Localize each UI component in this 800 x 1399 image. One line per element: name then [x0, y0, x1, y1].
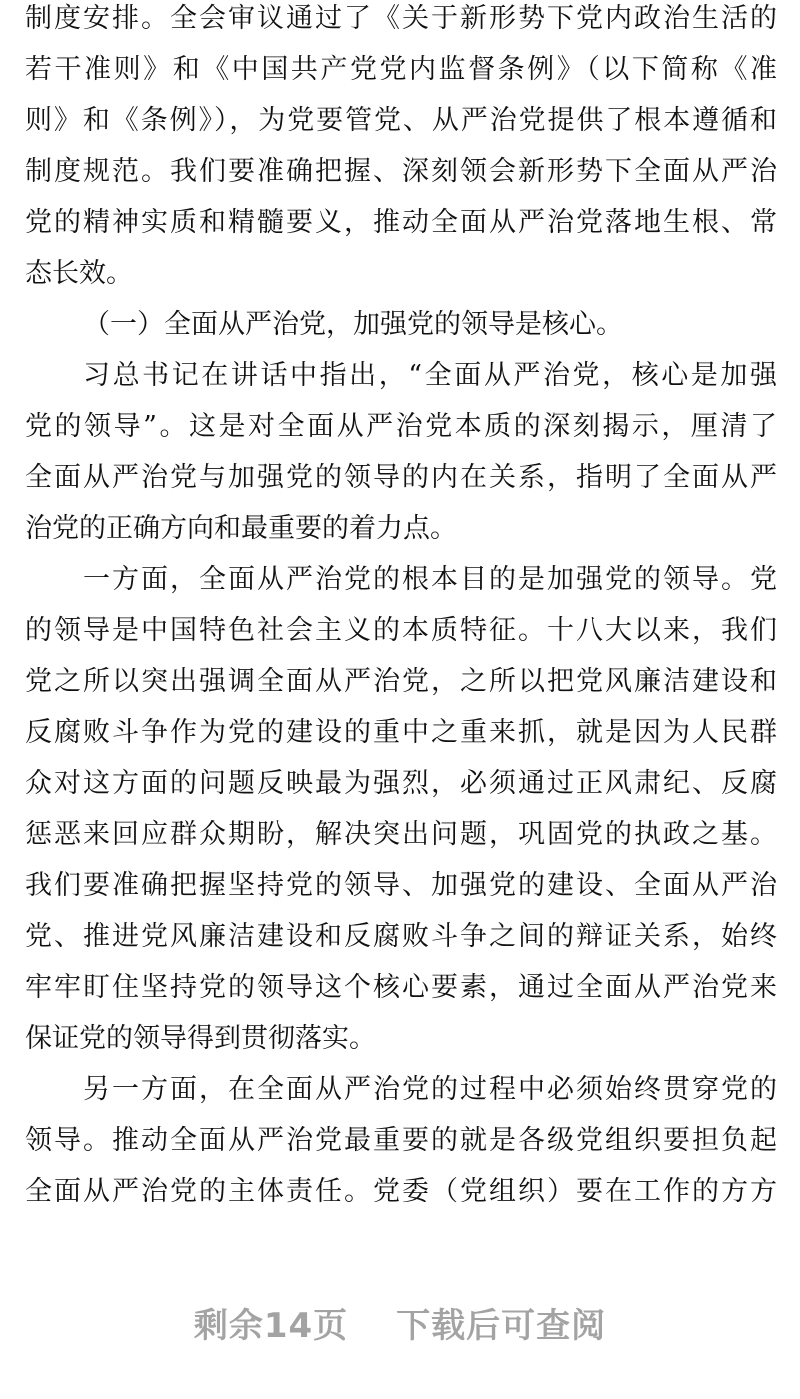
- text-line: 保证党的领导得到贯彻落实。: [25, 1023, 376, 1054]
- text-line: 全面从严治党与加强党的领导的内在关系，指明了全面从严: [25, 462, 777, 493]
- text-line: 我们要准确把握坚持党的领导、加强党的建设、全面从严治: [25, 870, 777, 901]
- text-line: 党之所以突出强调全面从严治党，之所以把党风廉洁建设和: [25, 666, 777, 697]
- text-line: 治党的正确方向和最重要的着力点。: [25, 513, 457, 544]
- section-heading: （一）全面从严治党，加强党的领导是核心。: [83, 309, 623, 340]
- text-line: 若干准则》和《中国共产党党内监督条例》（以下简称《准: [25, 54, 777, 85]
- text-line: 党的领导”。这是对全面从严治党本质的深刻揭示，厘清了: [25, 411, 777, 442]
- document-body: [25, 0, 777, 1217]
- text-line: 牢牢盯住坚持党的领导这个核心要素，通过全面从严治党来: [25, 972, 777, 1003]
- text-line: 另一方面，在全面从严治党的过程中必须始终贯穿党的: [83, 1074, 777, 1105]
- text-line: 惩恶来回应群众期盼，解决突出问题，巩固党的执政之基。: [25, 819, 777, 850]
- text-line: 反腐败斗争作为党的建设的重中之重来抓，就是因为人民群: [25, 717, 777, 748]
- text-line: 的领导是中国特色社会主义的本质特征。十八大以来，我们: [25, 615, 777, 646]
- text-line: 一方面，全面从严治党的根本目的是加强党的领导。党: [83, 564, 777, 595]
- text-line: 党的精神实质和精髓要义，推动全面从严治党落地生根、常: [25, 207, 777, 238]
- remaining-pages-label: 剩余14页: [193, 1306, 349, 1346]
- text-line: 全面从严治党的主体责任。党委（党组织）要在工作的方方: [25, 1176, 777, 1207]
- text-line: 制度安排。全会审议通过了《关于新形势下党内政治生活的: [25, 3, 777, 34]
- text-line: 态长效。: [25, 258, 133, 289]
- text-line: 党、推进党风廉洁建设和反腐败斗争之间的辩证关系，始终: [25, 921, 777, 952]
- text-line: 习总书记在讲话中指出，“全面从严治党，核心是加强: [83, 360, 777, 391]
- text-line: 则》和《条例》），为党要管党、从严治党提供了根本遵循和: [25, 105, 777, 136]
- text-line: 众对这方面的问题反映最为强烈，必须通过正风肃纪、反腐: [25, 768, 777, 799]
- text-line: 制度规范。我们要准确把握、深刻领会新形势下全面从严治: [25, 156, 777, 187]
- download-to-view-label[interactable]: 下载后可查阅: [396, 1306, 607, 1346]
- download-prompt[interactable]: [0, 1298, 800, 1347]
- text-line: 领导。推动全面从严治党最重要的就是各级党组织要担负起: [25, 1125, 777, 1156]
